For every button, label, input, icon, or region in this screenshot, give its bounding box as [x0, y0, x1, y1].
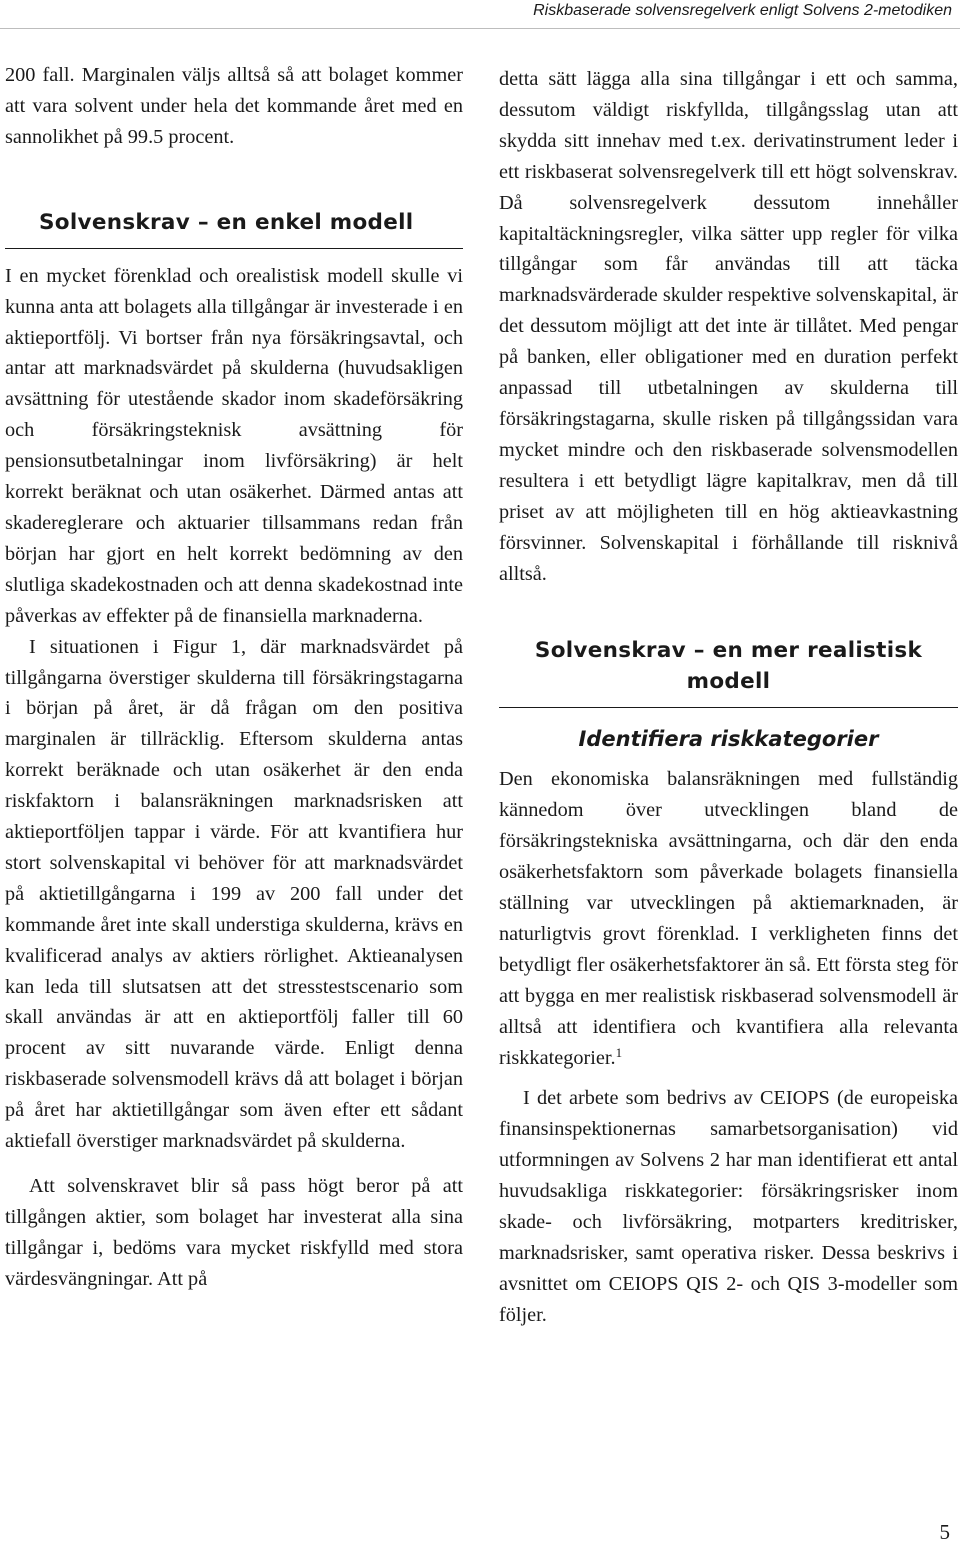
running-header [0, 0, 952, 26]
body-paragraph: I det arbete som bedrivs av CEIOPS (de europeiska finansinspektionernas samarbetsorganisation) vid utformningen av Solvens 2 har man identifierat ett antal huvudsakliga riskkategorier: försäkringsrisker inom skade- och livförsäkring, motparters kreditrisker, marknadsrisker, samt operativa risker. Dessa beskrivs i avsnittet om CEIOPS QIS 2- och QIS 3-modeller som följer. [499, 1087, 958, 1326]
running-title: Riskbaserade solvensregelverk enligt Solvens 2-metodiken [533, 2, 952, 19]
page-number: 5 [939, 1520, 950, 1544]
footnote-reference[interactable]: 1 [615, 1044, 623, 1060]
subheading-risk-categories: Identifiera riskkategorier [578, 727, 879, 752]
left-column [5, 60, 463, 1295]
body-paragraph: I situationen i Figur 1, där marknadsvärdet på tillgångarna överstiger skulderna till försäkringstagarna i början på året, är då frågan om den positiva marginalen är tillräcklig. Eftersom skulderna antas korrekt beräknade och utan osäkerhet är den enda riskfaktorn i balansräkningen marknadsrisken att aktieportföljen tappar i värde. För att kvantifiera hur stort solvenskapital vi behöver för att marknadsvärdet på aktietillgångarna i 199 av 200 fall under det kommande året inte skall understiga skulderna, krävs en kvalificerad analys av aktiers rörlighet. Aktieanalysen kan leda till slutsatsen att det stresstestscenario som skall användas är att en aktieportfölj faller till 60 procent av sitt nuvarande värde. Enligt denna riskbaserade solvensmodell krävs då att bolaget i början på året har aktietillgångar som även efter ett sådant aktiefall överstiger marknadsvärdet på skulderna. [5, 635, 463, 1153]
section-heading-realistic-model: Solvenskrav – en mer realistisk modell [499, 635, 958, 708]
body-paragraph: I en mycket förenklad och orealistisk modell skulle vi kunna anta att bolagets alla tillgångar är investerade i en aktieportfölj. Vi bortser från nya försäkringsavtal, och antar att marknadsvärdet på skulderna (huvudsakligen avsättning för utestående skador inom skadeförsäkring och försäkringsteknisk avsättning för pensionsutbetalningar inom livförsäkring) är helt korrekt beräknat och utan osäkerhet. Därmed antas att skadereglerare och aktuarier tillsammans redan från början har gjort en helt korrekt bedömning av den slutliga skadekostnaden och att denna skadekostnad inte påverkas av effekter på de finansiella marknaderna. [5, 264, 463, 627]
opening-paragraph: 200 fall. Marginalen väljs alltså så att bolaget kommer att vara solvent under hela det kommande året med en sannolikhet på 99.5 procent. [5, 64, 463, 148]
body-text: Den ekonomiska balansräkningen med fullständig kännedom över utvecklingen bland de försäkringstekniska avsättningarna, och där den enda osäkerhetsfaktorn som påverkade bolagets finansiella ställning var utvecklingen på aktiemarknaden, är naturligtvis grovt förenklad. I verkligheten finns det betydligt fler osäkerhetsfaktorer än så. Ett första steg för att bygga en mer realistisk riskbaserad solvensmodell är alltså att identifiera och kvantifiera alla relevanta riskkategorier. [499, 768, 958, 1069]
body-paragraph [499, 764, 958, 1073]
section-heading-simple-model: Solvenskrav – en enkel modell [5, 207, 463, 249]
right-column [499, 64, 958, 1331]
header-rule [0, 28, 960, 29]
body-paragraph: Att solvenskravet blir så pass högt beror på att tillgången aktier, som bolaget har investerat alla sina tillgångar i, bedöms vara mycket riskfylld med stora värdesvängningar. Att på [5, 1175, 463, 1290]
continued-paragraph: detta sätt lägga alla sina tillgångar i ett och samma, dessutom väldigt riskfyllda, tillgångsslag utan att skydda sitt innehav med t.ex. derivatinstrument leder i ett riskbaserat solvensregelverk till ett högt solvenskrav. Då solvensregelverk dessutom innehåller kapitaltäckningsregler, vilka sätter upp regler för vilka tillgångar som får användas till att täcka marknadsvärderade skulder respektive solvenskapital, är det dessutom möjligt att det inte är tillåtet. Med pengar på banken, eller obligationer med en duration perfekt anpassad till utbetalningen av skulderna till försäkringstagarna, skulle risken på tillgångssidan vara mycket mindre och den riskbaserade solvensmodellen resultera i ett betydligt lägre kapitalkrav, men då till priset av att möjligheten till en hög aktieavkastning försvinner. Solvenskapital i förhållande till risknivå alltså. [499, 68, 958, 585]
